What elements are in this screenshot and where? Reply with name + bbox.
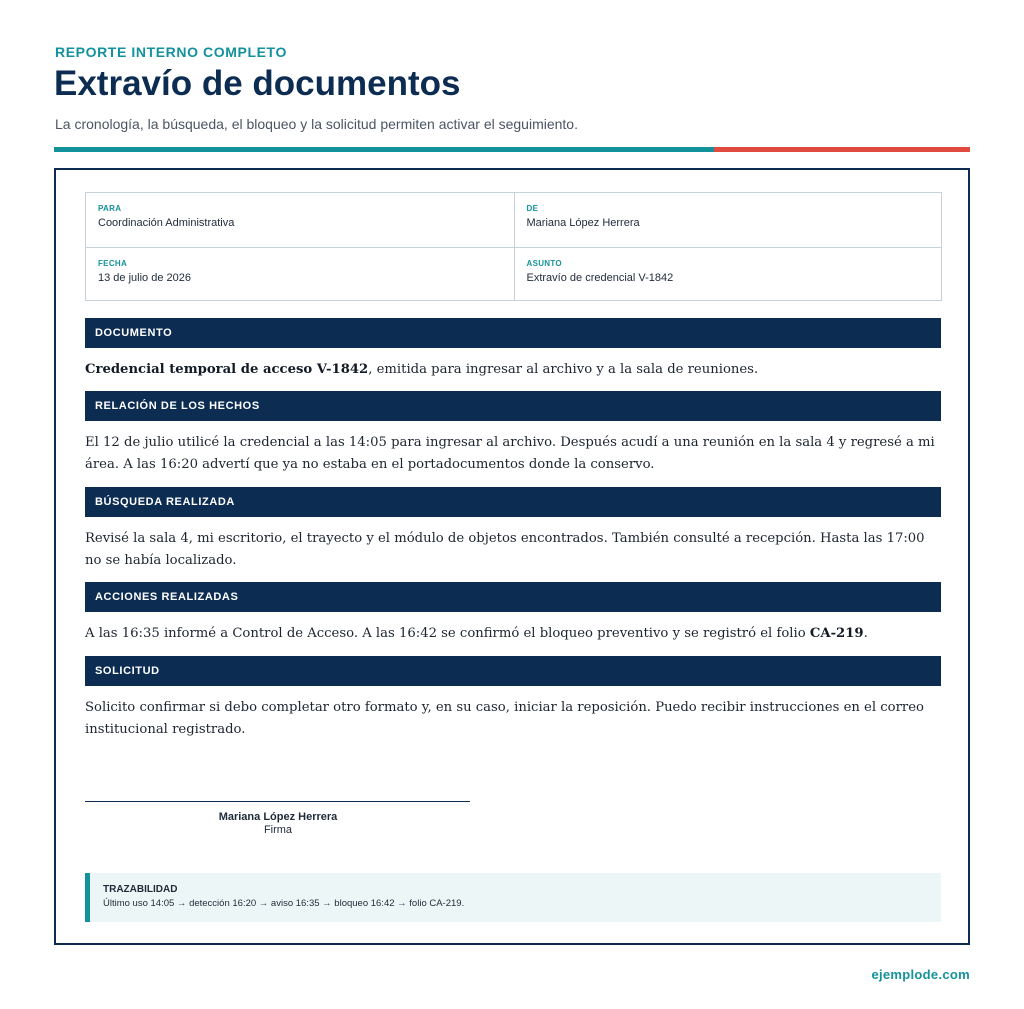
section-header-solicitud: SOLICITUD — [85, 656, 941, 686]
para-cell — [86, 193, 514, 247]
para-value: Coordinación Administrativa — [98, 217, 235, 229]
de-cell — [514, 193, 942, 247]
signature-line — [85, 801, 470, 802]
traceability-text: Último uso 14:05 → detección 16:20 → aviso 16:35 → bloqueo 16:42 → folio CA-219. — [103, 898, 465, 909]
acciones-end: . — [863, 626, 868, 641]
folio-number: CA-219 — [809, 626, 864, 641]
report-subtitle: La cronología, la búsqueda, el bloqueo y la solicitud permiten activar el seguimiento. — [55, 116, 578, 132]
report-eyebrow: REPORTE INTERNO COMPLETO — [55, 44, 287, 60]
signature-name: Mariana López Herrera — [218, 811, 338, 823]
acciones-text: A las 16:35 informé a Control de Acceso. A las 16:42 se confirmó el bloqueo preventivo y se registró el folio — [85, 626, 810, 641]
document-name: Credencial temporal de acceso V-1842 — [85, 362, 369, 377]
signature-role: Firma — [263, 824, 293, 836]
de-value: Mariana López Herrera — [526, 217, 640, 229]
section-body-acciones — [85, 623, 943, 645]
memo-header-table — [85, 192, 942, 301]
accent-divider-red — [714, 147, 970, 152]
report-title: Extravío de documentos — [54, 64, 461, 103]
traceability-label: TRAZABILIDAD — [103, 884, 178, 895]
para-label: PARA — [98, 204, 122, 213]
section-body-documento — [85, 359, 943, 381]
asunto-label: ASUNTO — [526, 259, 562, 268]
section-header-documento: DOCUMENTO — [85, 318, 941, 348]
fecha-label: FECHA — [98, 259, 128, 268]
section-header-hechos: RELACIÓN DE LOS HECHOS — [85, 391, 941, 421]
section-header-busqueda: BÚSQUEDA REALIZADA — [85, 487, 941, 517]
document-description: , emitida para ingresar al archivo y a la sala de reuniones. — [368, 362, 759, 377]
section-body-solicitud: Solicito confirmar si debo completar otro formato y, en su caso, iniciar la reposición. Puedo recibir instrucciones en el correo institucional registrado. — [85, 700, 924, 737]
asunto-value: Extravío de credencial V-1842 — [526, 272, 674, 284]
report-frame — [54, 168, 970, 945]
fecha-cell — [86, 247, 514, 301]
asunto-cell — [514, 247, 942, 301]
traceability-box — [85, 873, 941, 922]
footer-brand[interactable]: ejemplode.com — [871, 967, 970, 982]
section-header-acciones: ACCIONES REALIZADAS — [85, 582, 941, 612]
fecha-value: 13 de julio de 2026 — [98, 272, 191, 284]
section-body-busqueda: Revisé la sala 4, mi escritorio, el trayecto y el módulo de objetos encontrados. También consulté a recepción. Hasta las 17:00 no se había localizado. — [85, 531, 925, 568]
accent-divider — [54, 147, 970, 152]
de-label: DE — [526, 204, 539, 213]
accent-divider-teal — [54, 147, 714, 152]
section-body-hechos: El 12 de julio utilicé la credencial a las 14:05 para ingresar al archivo. Después acudí a una reunión en la sala 4 y regresé a mi área. A las 16:20 advertí que ya no estaba en el portadocumentos donde la conservo. — [85, 435, 935, 472]
